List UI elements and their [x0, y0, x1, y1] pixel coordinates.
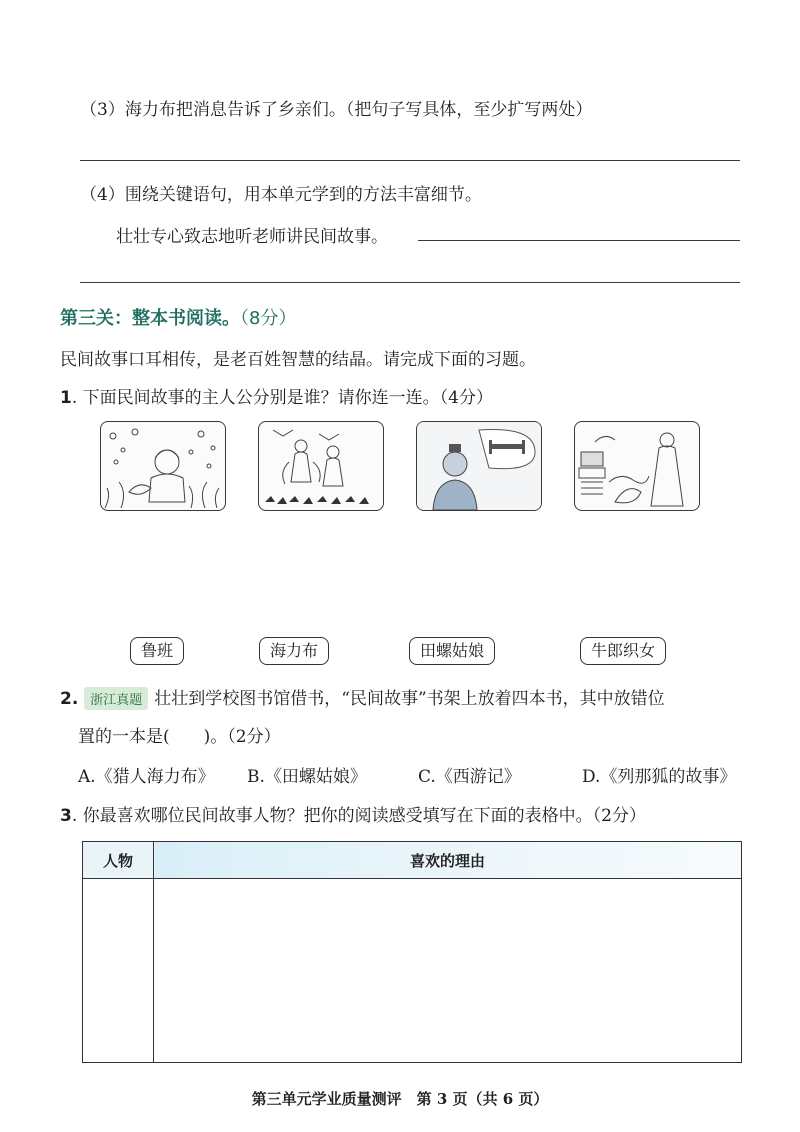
- option-c[interactable]: C.《西游记》: [418, 767, 521, 787]
- reading-response-table: [82, 841, 742, 1063]
- option-d[interactable]: D.《列那狐的故事》: [582, 767, 737, 787]
- question-3-text: . 你最喜欢哪位民间故事人物？把你的阅读感受填写在下面的表格中。（2分）: [71, 806, 646, 826]
- question-2-text-continued: 置的一本是( )。（2分）: [78, 727, 281, 747]
- source-tag: 浙江真题: [84, 687, 148, 710]
- answer-line[interactable]: [80, 282, 740, 283]
- question-4-sentence: 壮壮专心致志地听老师讲民间故事。: [116, 227, 388, 247]
- column-header-reason: 喜欢的理由: [154, 842, 742, 879]
- name-option-lu-ban[interactable]: 鲁班: [130, 637, 184, 665]
- question-3: [60, 801, 646, 826]
- section-title-text: 第三关：整本书阅读。: [60, 308, 240, 329]
- character-cell[interactable]: [83, 879, 154, 1063]
- name-option-tian-luo-gu-niang[interactable]: 田螺姑娘: [409, 637, 495, 665]
- question-2: [60, 684, 665, 710]
- question-dot: .: [71, 689, 85, 709]
- snail-girl-scene-picture[interactable]: [574, 421, 700, 511]
- page-footer: 第三单元学业质量测评 第 3 页（共 6 页）: [251, 1090, 549, 1108]
- lu-ban-scene-picture[interactable]: [416, 421, 542, 511]
- reason-cell[interactable]: [154, 879, 742, 1063]
- question-number: 2: [60, 689, 72, 709]
- section-score: （8分）: [240, 308, 297, 329]
- answer-line[interactable]: [418, 240, 740, 241]
- section-title: [60, 304, 296, 330]
- question-4-text: （4）围绕关键语句，用本单元学到的方法丰富细节。: [80, 185, 482, 205]
- option-b[interactable]: B.《田螺姑娘》: [247, 767, 367, 787]
- question-1: [60, 383, 493, 408]
- name-option-hai-li-bu[interactable]: 海力布: [259, 637, 329, 665]
- question-1-text: . 下面民间故事的主人公分别是谁？请你连一连。（4分）: [71, 388, 493, 408]
- option-a[interactable]: A.《猎人海力布》: [78, 767, 215, 787]
- weaver-girl-scene-picture[interactable]: [258, 421, 384, 511]
- question-3-text: （3）海力布把消息告诉了乡亲们。（把句子写具体，至少扩写两处）: [80, 100, 593, 120]
- answer-line[interactable]: [80, 160, 740, 161]
- question-number: 1: [60, 388, 72, 408]
- haili-bu-fish-scene-picture[interactable]: [100, 421, 226, 511]
- section-intro: 民间故事口耳相传，是老百姓智慧的结晶。请完成下面的习题。: [60, 350, 536, 370]
- question-2-text: 壮壮到学校图书馆借书，“民间故事”书架上放着四本书，其中放错位: [154, 689, 665, 709]
- question-number: 3: [60, 806, 72, 826]
- column-header-character: 人物: [83, 842, 154, 879]
- name-option-niu-lang-zhi-nv[interactable]: 牛郎织女: [580, 637, 666, 665]
